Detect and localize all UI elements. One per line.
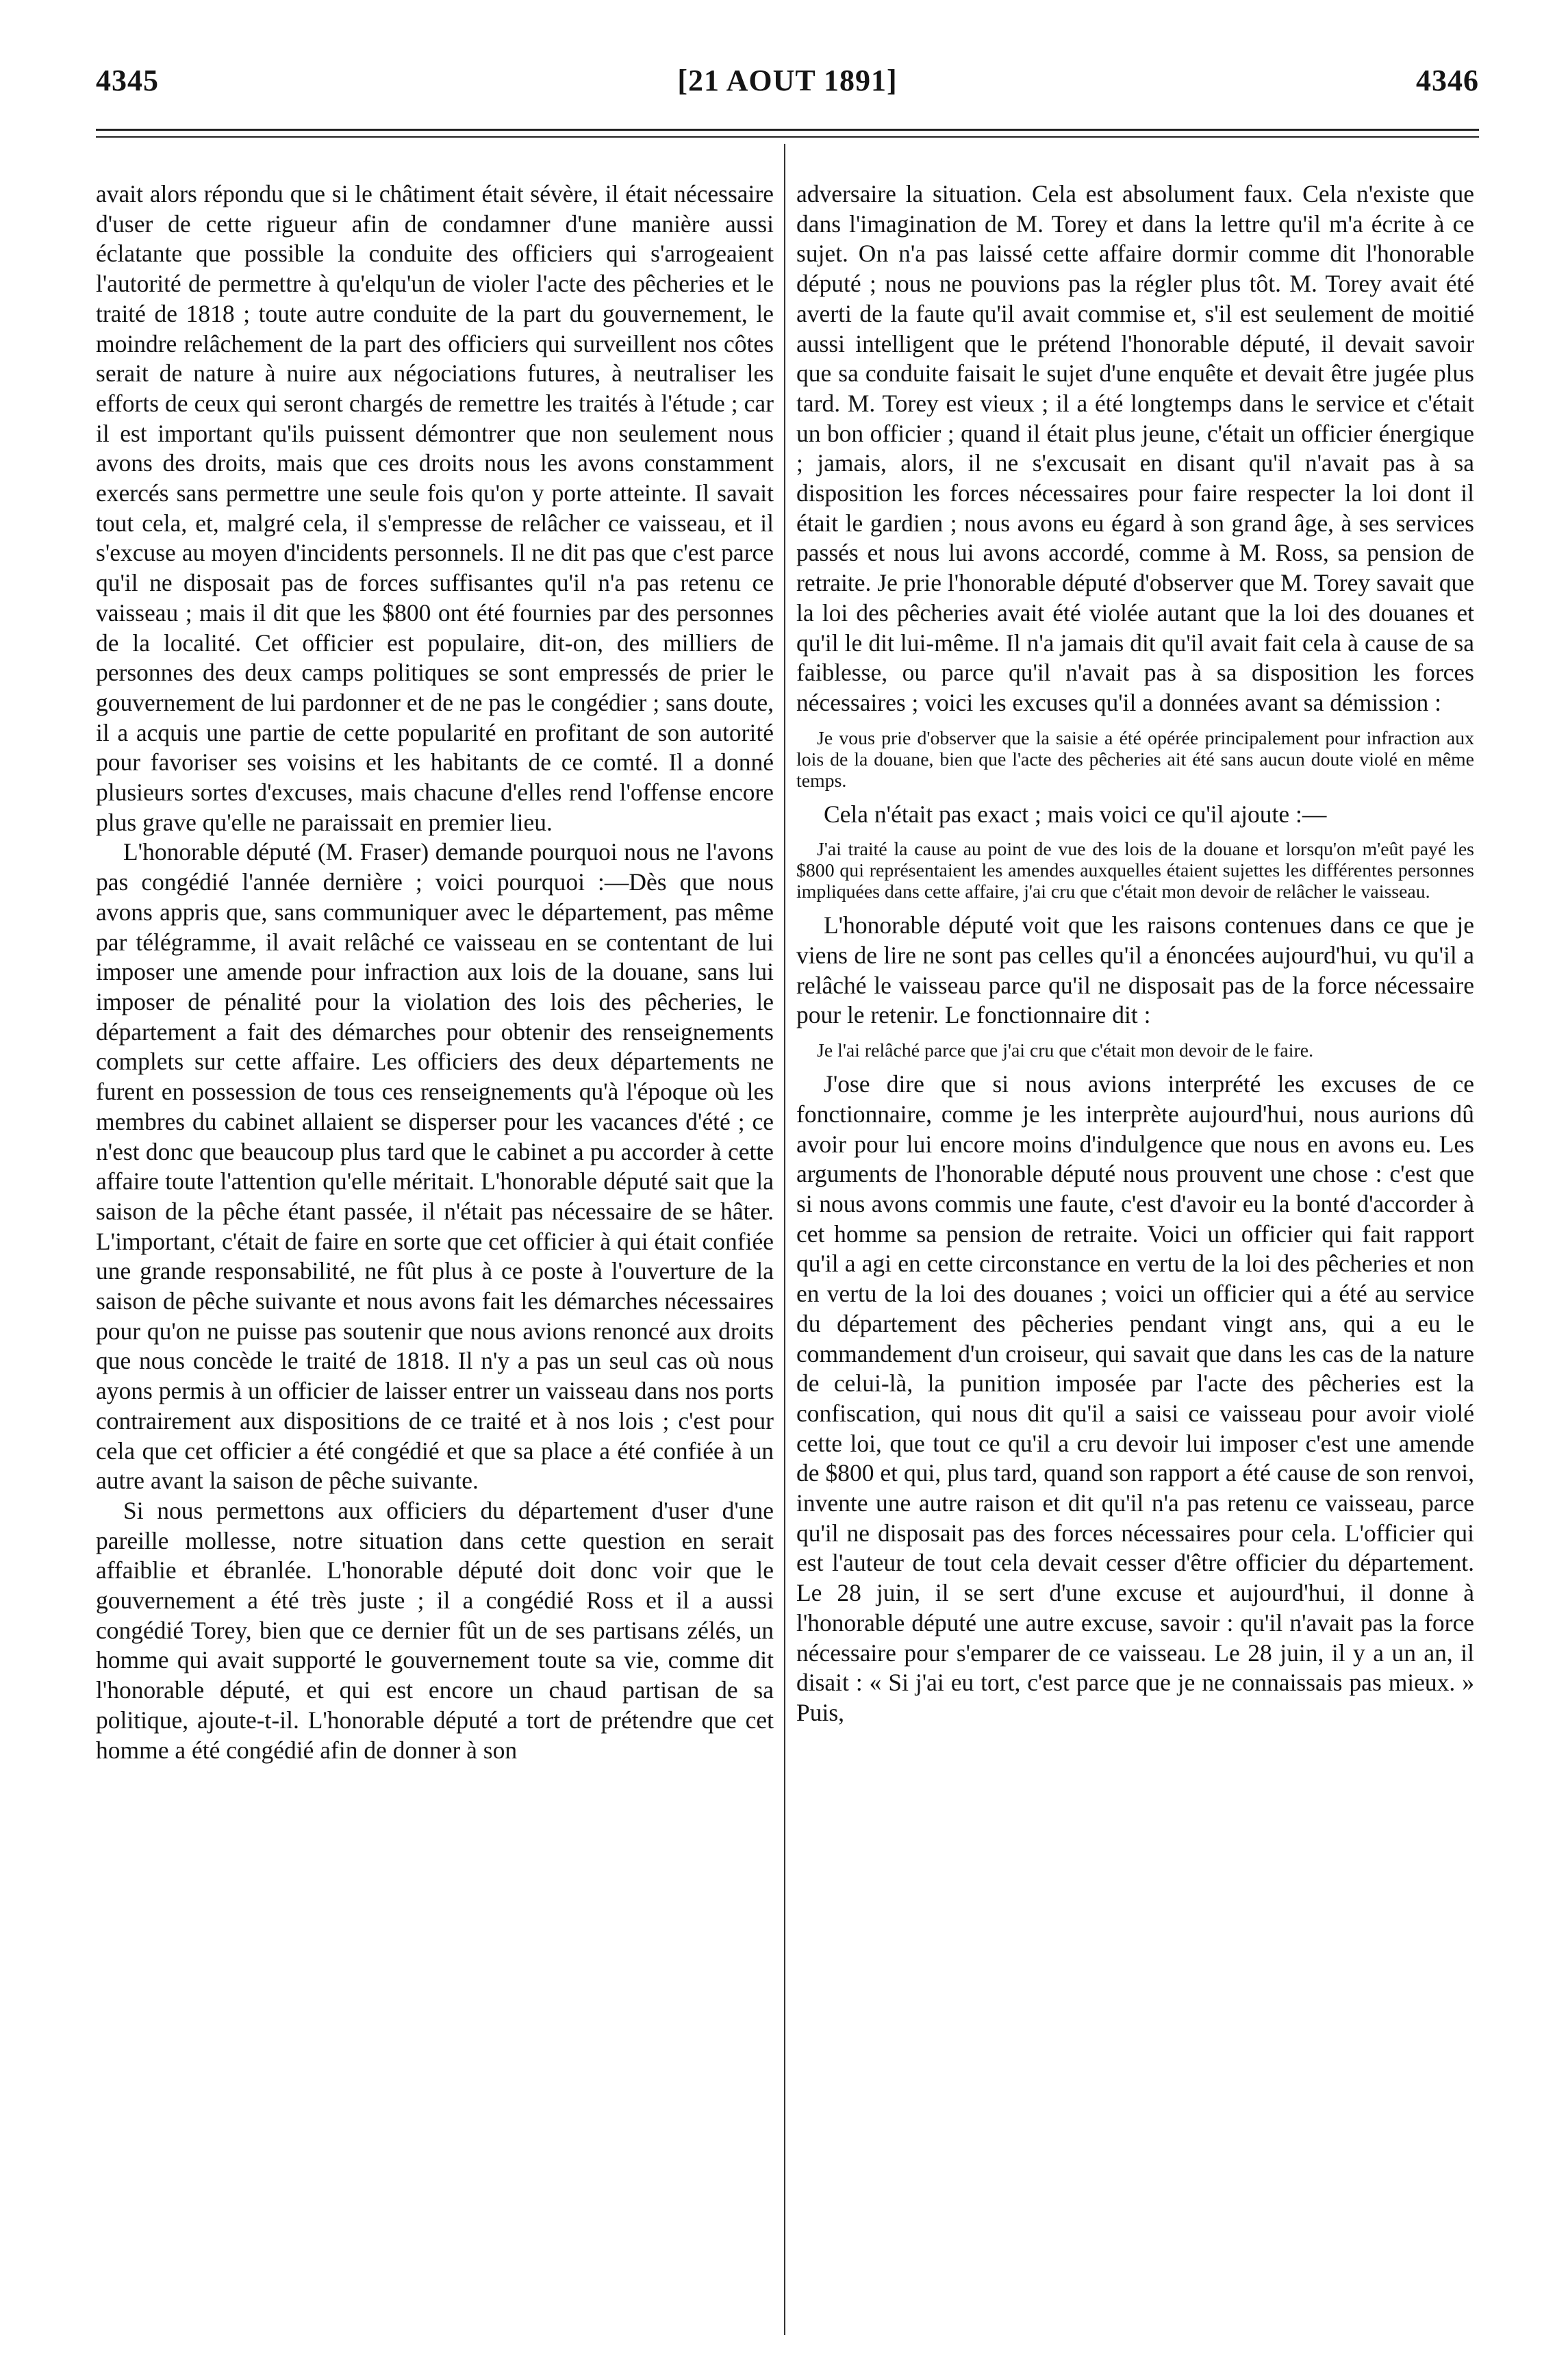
header-rule-bottom: [96, 136, 1479, 138]
left-column: [96, 179, 774, 1765]
paragraph: Si nous permettons aux officiers du département d'user d'une pareille mollesse, notre situation dans cette question en serait affaiblie et ébranlée. L'honorable député doit donc voir que le gouvernement a été très juste ; il a congédié Ross et il a aussi congédié Torey, bien que ce dernier fût un de ses partisans zélés, un homme qui avait supporté le gouvernement toute sa vie, comme dit l'honorable député, et qui est encore un chaud partisan de sa politique, ajoute-t-il. L'honorable député a tort de prétendre que cet homme a été congédié afin de donner à son: [96, 1496, 774, 1764]
paragraph: L'honorable député (M. Fraser) demande pourquoi nous ne l'avons pas congédié l'année dernière ; voici pourquoi :—Dès que nous avons appris que, sans communiquer avec le département, pas même par télégramme, il avait relâché ce vaisseau en se contentant de lui imposer une amende pour infraction aux lois de la douane, sans lui imposer de pénalité pour la violation des lois des pêcheries, le département a fait des démarches pour obtenir des renseignements complets sur cette affaire. Les officiers des deux départements ne furent en possession de tous ces renseignements qu'à l'époque où les membres du cabinet allaient se disperser pour les vacances d'été ; ce n'est donc que beaucoup plus tard que le cabinet a pu accorder à cette affaire toute l'attention qu'elle méritait. L'honorable député sait que la saison de la pêche étant passée, il n'était pas nécessaire de se hâter. L'important, c'était de faire en sorte que cet officier à qui était confiée une grande responsabilité, ne fût plus à ce poste à l'ouverture de la saison de pêche suivante et nous avons fait les démarches nécessaires pour qu'on ne puisse pas soutenir que nous avions renoncé aux droits que nous concède le traité de 1818. Il n'y a pas un seul cas où nous ayons permis à un officier de laisser entrer un vaisseau dans nos ports contrairement aux dispositions de ce traité et à nos lois ; c'est pour cela que cet officier a été congédié et que sa place a été confiée à un autre avant la saison de pêche suivante.: [96, 838, 774, 1495]
block-quote: Je vous prie d'observer que la saisie a été opérée principalement pour infraction aux lois de la douane, bien que l'acte des pêcheries ait été sans aucun doute violé en même temps.: [796, 727, 1474, 792]
page-header: [96, 63, 1479, 104]
paragraph: adversaire la situation. Cela est absolument faux. Cela n'existe que dans l'imagination de M. Torey et dans la lettre qu'il m'a écrite à ce sujet. On n'a pas laissé cette affaire dormir comme dit l'honorable député ; nous ne pouvions pas la régler plus tôt. M. Torey avait été averti de la faute qu'il avait commise et, s'il est seulement de moitié aussi intelligent que le prétend l'honorable député, il devait savoir que sa conduite faisait le sujet d'une enquête et devait être jugée plus tard. M. Torey est vieux ; il a été longtemps dans le service et c'était un bon officier ; quand il était plus jeune, c'était un officier énergique ; jamais, alors, il ne s'excusait en disant qu'il n'avait pas à sa disposition les forces nécessaires pour faire respecter la loi dont il était le gardien ; nous avons eu égard à son grand âge, à ses services passés et nous lui avons accordé, comme à M. Ross, sa pension de retraite. Je prie l'honorable député d'observer que M. Torey savait que la loi des pêcheries avait été violée autant que la loi des douanes et qu'il le dit lui-même. Il n'a jamais dit qu'il avait fait cela à cause de sa faiblesse, ou parce qu'il n'avait pas à sa disposition les forces nécessaires ; voici les excuses qu'il a données avant sa démission :: [796, 180, 1474, 716]
right-column: [796, 179, 1474, 1728]
column-divider: [784, 144, 785, 2335]
header-rule-top: [96, 129, 1479, 131]
paragraph: avait alors répondu que si le châtiment était sévère, il était nécessaire d'user de cette rigueur afin de condamner d'une manière aussi éclatante que possible la conduite des officiers qui s'arrogeaient l'autorité de permettre à qu'elqu'un de violer l'acte des pêcheries et le traité de 1818 ; toute autre conduite de la part du gouvernement, le moindre relâchement de la part des officiers qui surveillent nos côtes serait de nature à nuire aux négociations futures, à neutraliser les efforts de ceux qui seront chargés de remettre les traités à l'étude ; car il est important qu'ils puissent démontrer que non seulement nous avons des droits, mais que ces droits nous les avons constamment exercés sans permettre une seule fois qu'on y porte atteinte. Il savait tout cela, et, malgré cela, il s'empresse de relâcher ce vaisseau, et il s'excuse au moyen d'incidents personnels. Il ne dit pas que c'est parce qu'il ne disposait pas de forces suffisantes qu'il n'a pas retenu ce vaisseau ; mais il dit que les $800 ont été fournies par des personnes de la localité. Cet officier est populaire, dit-on, des milliers de personnes des deux camps politiques se sont empressés de prier le gouvernement de lui pardonner et de ne pas le congédier ; sans doute, il a acquis une partie de cette popularité en profitant de son autorité pour favoriser ses voisins et les habitants de ce comté. Il a donné plusieurs sortes d'excuses, mais chacune d'elles rend l'offense encore plus grave qu'elle ne paraissait en premier lieu.: [96, 180, 774, 836]
block-quote: J'ai traité la cause au point de vue des lois de la douane et lorsqu'on m'eût payé les $800 qui représentaient les amendes auxquelles étaient sujettes les différentes personnes impliquées dans cette affaire, j'ai cru que c'était mon devoir de relâcher le vaisseau.: [796, 839, 1474, 903]
paragraph: L'honorable député voit que les raisons contenues dans ce que je viens de lire ne sont pas celles qu'il a énoncées aujourd'hui, vu qu'il a relâché le vaisseau parce qu'il ne disposait pas de la force nécessaire pour le retenir. Le fonctionnaire dit :: [796, 911, 1474, 1029]
header-date-title: [21 AOUT 1891]: [677, 64, 898, 97]
page-number-left: 4345: [96, 64, 159, 97]
paragraph: Cela n'était pas exact ; mais voici ce qu'il ajoute :—: [824, 800, 1327, 828]
paragraph: J'ose dire que si nous avions interprété les excuses de ce fonctionnaire, comme je les interprète aujourd'hui, nous aurions dû avoir pour lui encore moins d'indulgence que nous en avons eu. Les arguments de l'honorable député nous prouvent une chose : c'est que si nous avons commis une faute, c'est d'avoir eu la bonté d'accorder à cet homme sa pension de retraite. Voici un officier qui fait rapport qu'il a agi en cette circonstance en vertu de la loi des pêcheries et non en vertu de la loi des douanes ; voici un officier qui a été au service du département des pêcheries pendant vingt ans, qui a eu le commandement d'un croiseur, qui savait que dans les cas de la nature de celui-là, la punition imposée par l'acte des pêcheries est la confiscation, qui nous dit qu'il a saisi ce vaisseau pour avoir violé cette loi, que tout ce qu'il a cru devoir lui imposer c'est une amende de $800 et qui, plus tard, quand son rapport a été cause de son renvoi, invente une autre raison et dit qu'il n'a pas retenu ce vaisseau, parce qu'il ne disposait pas des forces nécessaires pour cela. L'officier qui est l'auteur de tout cela devait cesser d'être officier du département. Le 28 juin, il se sert d'une excuse et aujourd'hui, il donne à l'honorable député une autre excuse, savoir : qu'il n'avait pas la force nécessaire pour s'emparer de ce vaisseau. Le 28 juin, il y a un an, il disait : « Si j'ai eu tort, c'est parce que je ne connaissais pas mieux. » Puis,: [796, 1070, 1474, 1726]
block-quote: Je l'ai relâché parce que j'ai cru que c'était mon devoir de le faire.: [817, 1040, 1314, 1062]
page-number-right: 4346: [1416, 64, 1479, 97]
